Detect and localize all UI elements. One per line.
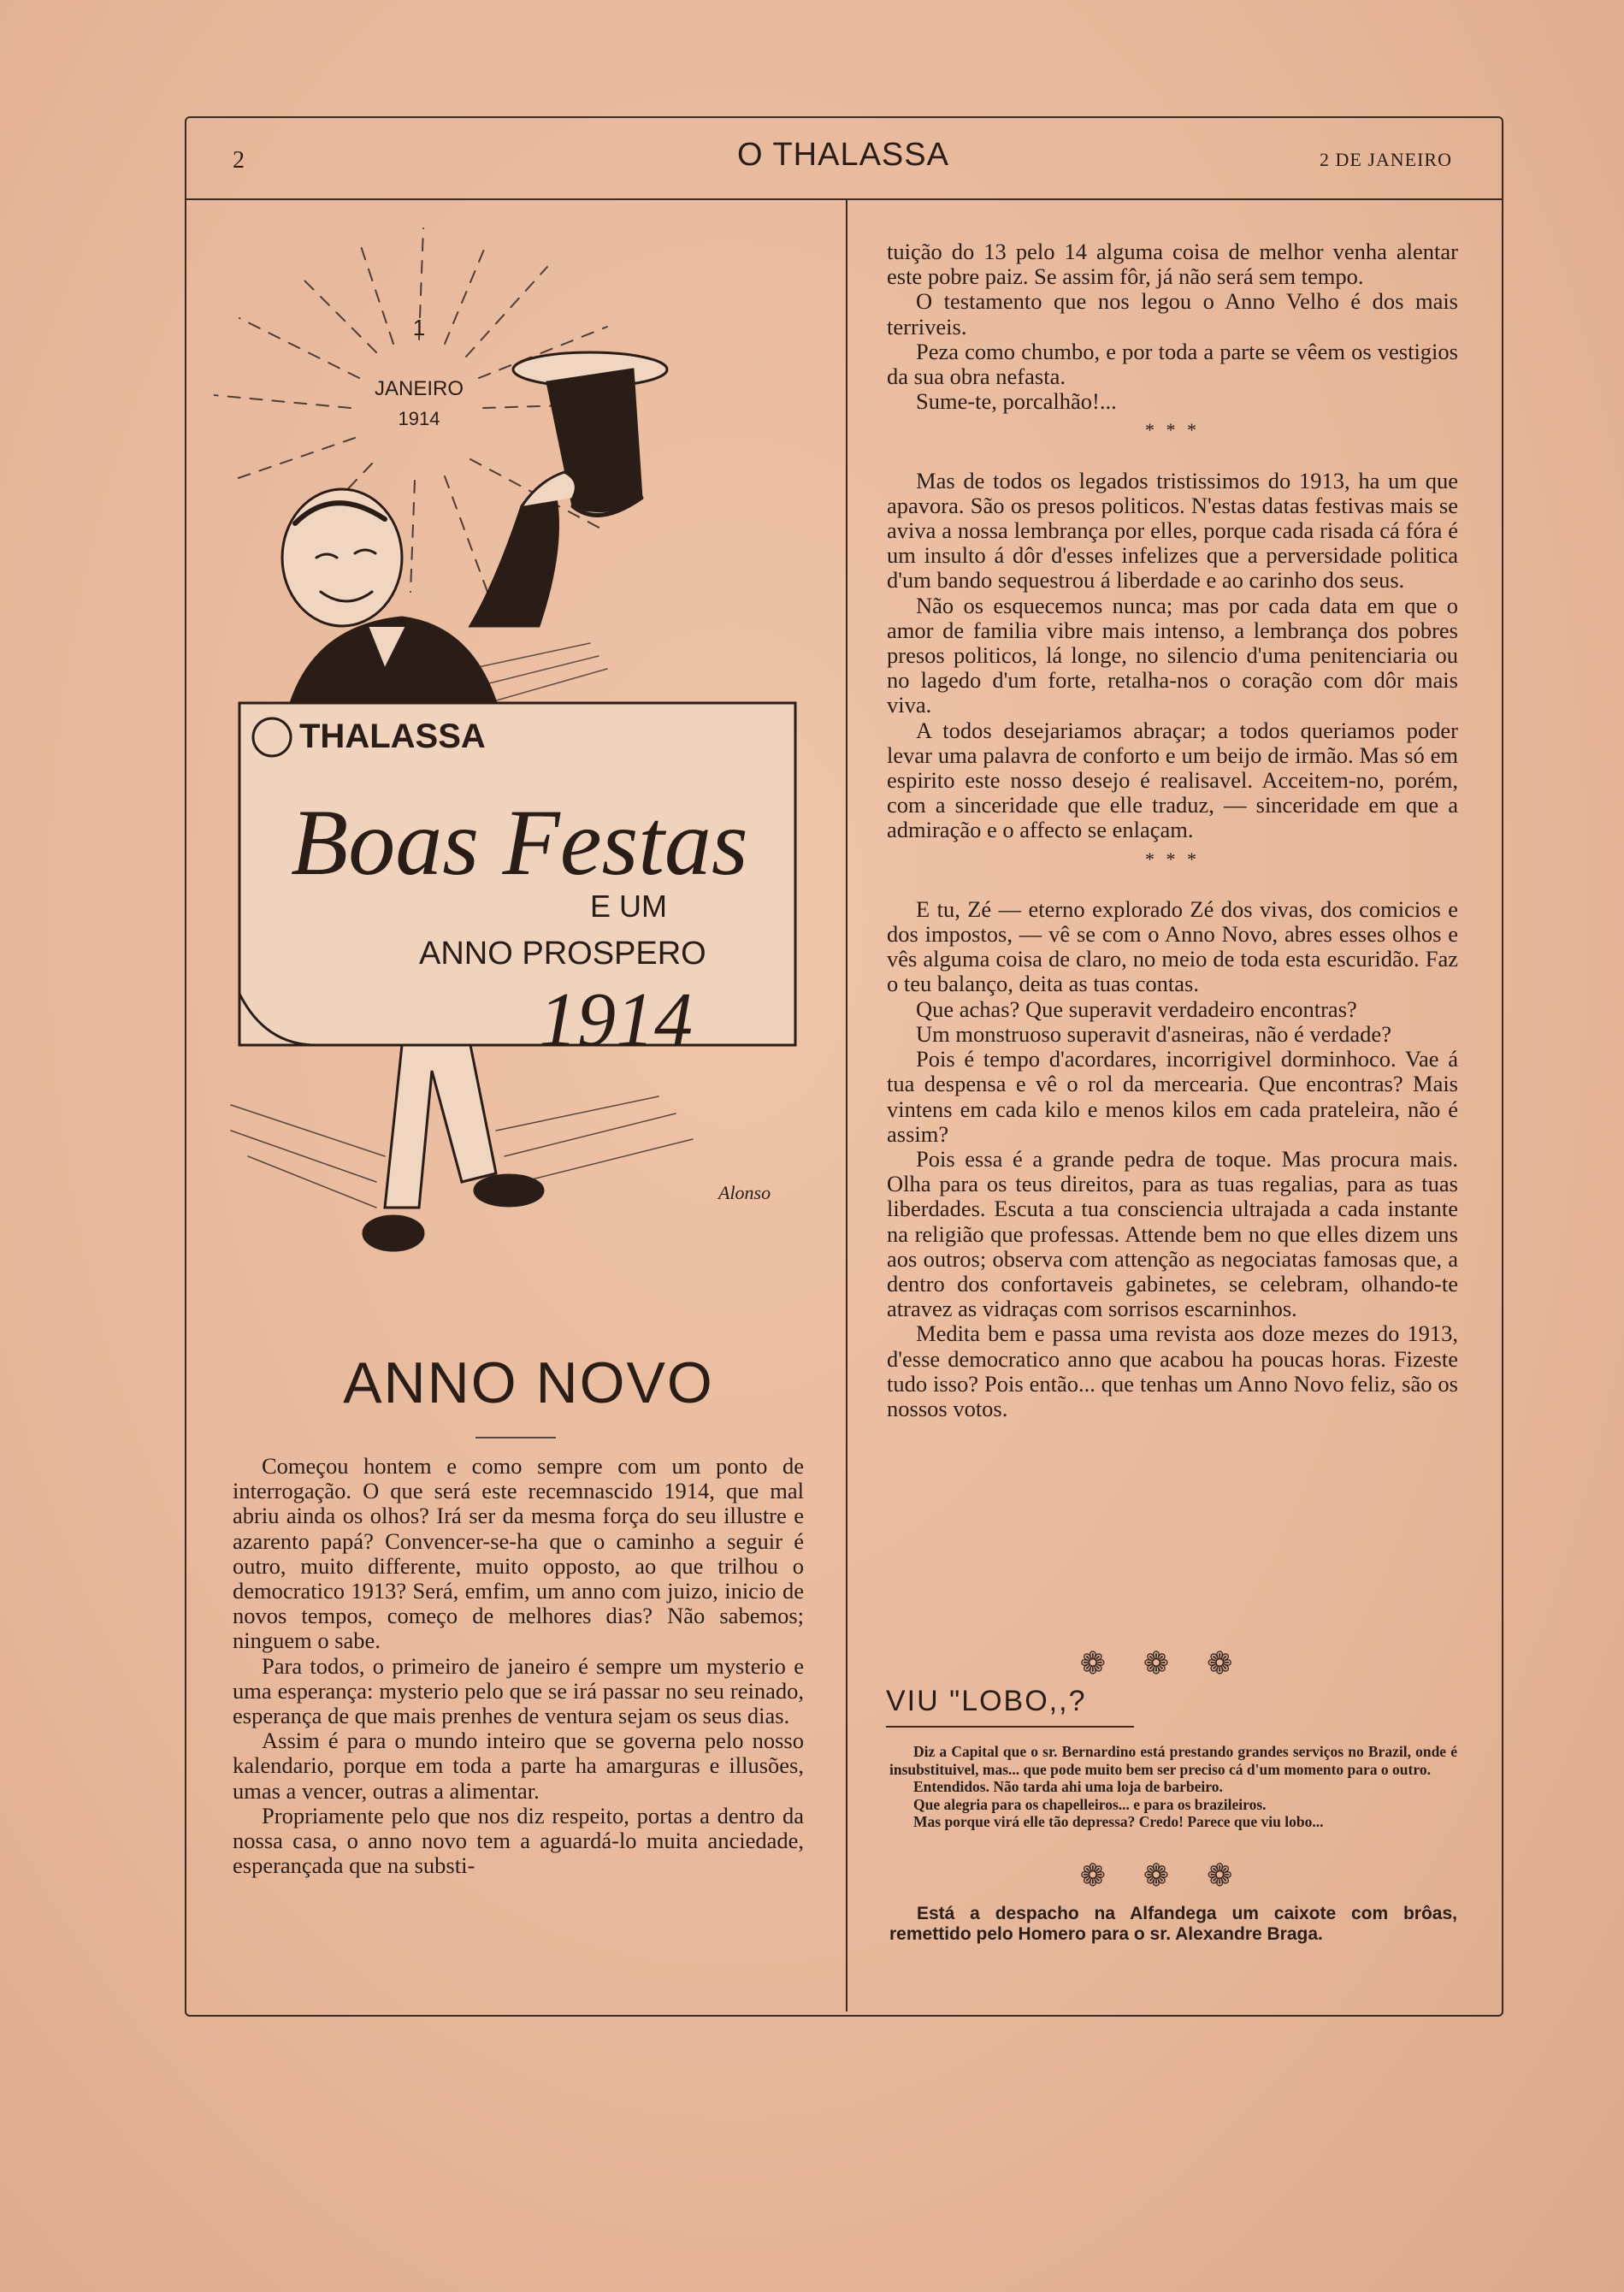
right-paragraph: Pois essa é a grande pedra de toque. Mas procura mais. Olha para os teus direitos, para as tuas regalias, para as tuas liberdades. Escuta a tua consciencia ultrajada a cada instante na religião que professas. Attende bem no que elles dizem uns aos outros; observa com attenção as negociatas famosas que, a dentro dos confortaveis gabinetes, se celebram, olhando-te atravez as vidraças com sorrisos escarninhos.: [887, 1145, 1458, 1322]
bold-note-text: Está a despacho na Alfandega um caixote com brôas, remettido pelo Homero para o sr. Alexandre Braga.: [889, 1904, 1457, 1944]
headline-rule: [475, 1437, 556, 1438]
viu-lobo-text: [889, 1743, 1457, 1831]
viu-lobo-line: Que alegria para os chapelleiros... e para os brazileiros.: [913, 1795, 1267, 1813]
sign-greeting: Boas Festas: [291, 790, 748, 895]
right-paragraph: A todos desejariamos abraçar; a todos queriamos poder levar uma palavra de conforto e um beijo de irmão. Mas só em espirito este nosso desejo é realisavel. Acceitem-no, porém, com a sinceridade que elle traduz, — sinceridade em que a admiração e o affecto se enlaçam.: [887, 717, 1458, 843]
artist-signature: Alonso: [718, 1182, 771, 1203]
sign-line3: ANNO PROSPERO: [419, 936, 706, 972]
left-paragraph: Começou hontem e como sempre com um ponto de interrogação. O que será este recemnascido 1914, que mal abriu ainda os olhos? Irá ser da mesma força do seu illustre e azarento papá? Convencer-se-ha que o caminho a seguir é outro, muito differente, muito opposto, ao que trilhou o democratico 1913? Será, emfim, um anno com juizo, inicio de novos tempos, começo de melhores dias? Não sabemos; ninguem o sabe.: [233, 1453, 804, 1654]
right-paragraph: E tu, Zé — eterno explorado Zé dos vivas, dos comicios e dos impostos, — vê se com o Anno Novo, abres esses olhos e vês alguma coisa de claro, no meio de toda esta escuridão. Faz o teu balanço, deita as tuas contas.: [887, 895, 1458, 997]
right-paragraph: Que achas? Que superavit verdadeiro encontras?: [916, 995, 1357, 1022]
sun-year: 1914: [398, 408, 440, 429]
right-paragraph: Pois é tempo d'acordares, incorrigivel dorminhoco. Vae á tua despensa e vê o rol da mercearia. Que encontras? Mais vintens em cada kilo e menos kilos em cada prateleira, não é assim?: [887, 1046, 1458, 1147]
viu-lobo-line: Entendidos. Não tarda ahi uma loja de barbeiro.: [913, 1778, 1223, 1795]
right-paragraph: Não os esquecemos nunca; mas por cada data em que o amor de familia vibre mais intenso, a lembrança dos pobres presos politicos, lá longe, no silencio d'uma penitenciaria ou no lagedo d'um forte, retalha-nos o coração com dôr mais viva.: [887, 592, 1458, 718]
right-paragraph: Medita bem e passa uma revista aos doze mezes do 1913, d'esse democratico anno que acabou ha poucas horas. Fizeste tudo isso? Pois então... que tenhas um Anno Novo feliz, são os nossos votos.: [887, 1320, 1458, 1421]
sun-month: JANEIRO: [374, 377, 464, 400]
right-paragraph: O testamento que nos legou o Anno Velho é dos mais terriveis.: [887, 288, 1458, 340]
viu-lobo-rule: [886, 1726, 1134, 1728]
right-paragraph: tuição do 13 pelo 14 alguma coisa de melhor venha alentar este pobre paiz. Se assim fôr, já não será sem tempo.: [887, 239, 1458, 290]
right-paragraph: Um monstruoso superavit d'asneiras, não é verdade?: [916, 1020, 1391, 1047]
left-paragraph: Para todos, o primeiro de janeiro é sempre um mysterio e uma esperança: mysterio pelo que se irá passar no seu reinado, esperança de que mais prenhes de ventura sejam os seus dias.: [233, 1652, 804, 1729]
flower-ornament-icon: ❁❁❁: [1079, 1858, 1271, 1893]
sign-year: 1914: [539, 978, 693, 1062]
masthead: O THALASSA: [737, 137, 949, 173]
viu-lobo-line: Diz a Capital que o sr. Bernardino está prestando grandes serviços no Brazil, onde é insubstituivel, mas... que pode muito bem ser preciso cá d'um momento para o outro.: [889, 1743, 1457, 1778]
man-head: [282, 489, 402, 626]
man-legs: [363, 1045, 543, 1250]
left-column-text: [233, 1454, 804, 1878]
column-divider: [846, 200, 847, 2011]
left-paragraph: Assim é para o mundo inteiro que se governa pelo nosso kalendario, porque em toda a parte ha amarguras e illusões, umas a vencer, outras a alimentar.: [233, 1728, 804, 1804]
page-header: [185, 116, 1502, 200]
new-year-illustration: [214, 224, 830, 1276]
left-paragraph: Propriamente pelo que nos diz respeito, portas a dentro da nossa casa, o anno novo tem a aguardá-lo muita anciedade, esperançada que na substi-: [233, 1802, 804, 1879]
section-separator: * * *: [1145, 848, 1200, 870]
right-paragraph: Mas de todos os legados tristissimos do 1913, ha um que apavora. São os presos politicos. N'estas datas festivas mais se aviva a nossa lembrança por elles, porque cada risada cá fóra é um insulto á dôr d'esses infelizes que a perversidade politica d'um bando sequestrou á liberdade e ao carinho dos seus.: [887, 467, 1458, 594]
right-paragraph: Sume-te, porcalhão!...: [916, 388, 1117, 415]
bold-note: [889, 1904, 1457, 1945]
dateline: 2 DE JANEIRO: [1320, 149, 1452, 170]
raised-arm: [470, 498, 558, 626]
sign-brand: THALASSA: [299, 718, 486, 755]
sign-line2: E UM: [590, 889, 667, 924]
viu-lobo-line: Mas porque virá elle tão depressa? Credo! Parece que viu lobo...: [913, 1813, 1324, 1830]
right-paragraph: Peza como chumbo, e por toda a parte se vêem os vestigios da sua obra nefasta.: [887, 338, 1458, 390]
right-column-text: [887, 239, 1458, 1421]
section-separator: * * *: [1145, 419, 1200, 441]
page-number: 2: [233, 147, 245, 174]
flower-ornament-icon: ❁❁❁: [1079, 1646, 1271, 1681]
article-headline: ANNO NOVO: [343, 1350, 714, 1415]
viu-lobo-title: VIU "LOBO,,?: [886, 1685, 1087, 1717]
sun-day: 1: [412, 315, 426, 340]
